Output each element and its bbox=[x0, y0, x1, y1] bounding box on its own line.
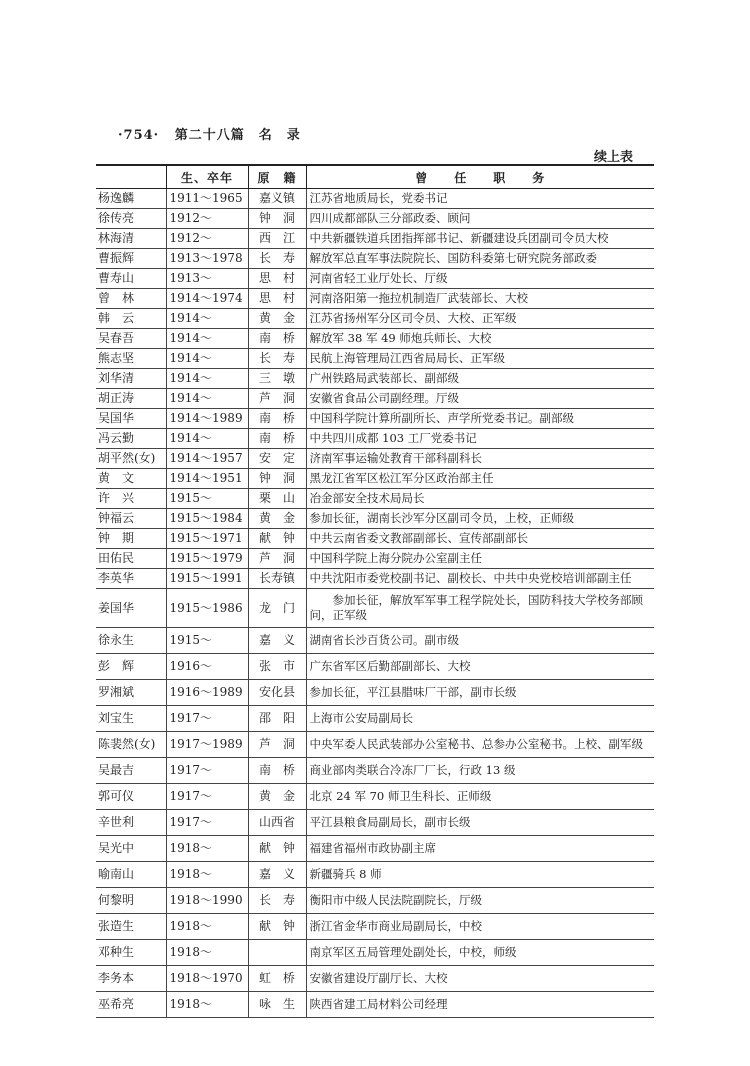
name-cell: 曾 林 bbox=[96, 289, 166, 309]
years-cell: 1912～ bbox=[166, 209, 248, 229]
native-place-cell: 山西省 bbox=[248, 810, 306, 836]
table-row bbox=[96, 810, 654, 836]
duty-cell: 中共新疆铁道兵团指挥部书记、新疆建设兵团副司令员大校 bbox=[306, 229, 654, 249]
years-cell: 1918～ bbox=[166, 992, 248, 1018]
duty-cell: 参加长征，湖南长沙军分区副司令员，上校，正师级 bbox=[306, 509, 654, 529]
native-place-cell: 安化县 bbox=[248, 680, 306, 706]
name-cell: 巫希亮 bbox=[96, 992, 166, 1018]
name-cell: 姜国华 bbox=[96, 589, 166, 628]
native-place-cell: 芦 洞 bbox=[248, 389, 306, 409]
name-cell: 田佑民 bbox=[96, 549, 166, 569]
native-place-cell: 黄 金 bbox=[248, 784, 306, 810]
table-row bbox=[96, 309, 654, 329]
duty-cell: 冶金部安全技术局局长 bbox=[306, 489, 654, 509]
years-cell: 1918～1970 bbox=[166, 966, 248, 992]
duty-cell: 新疆骑兵 8 师 bbox=[306, 862, 654, 888]
duty-cell: 江苏省扬州军分区司令员、大校、正军级 bbox=[306, 309, 654, 329]
table-row bbox=[96, 940, 654, 966]
years-cell: 1914～1957 bbox=[166, 449, 248, 469]
name-cell: 韩 云 bbox=[96, 309, 166, 329]
duty-cell: 安徽省建设厅副厅长、大校 bbox=[306, 966, 654, 992]
native-place-cell: 黄 金 bbox=[248, 509, 306, 529]
name-cell: 李务本 bbox=[96, 966, 166, 992]
header-name bbox=[96, 165, 166, 189]
table-row bbox=[96, 654, 654, 680]
years-cell: 1914～ bbox=[166, 309, 248, 329]
name-cell: 钟 期 bbox=[96, 529, 166, 549]
native-place-cell: 长寿镇 bbox=[248, 569, 306, 589]
years-cell: 1914～1989 bbox=[166, 409, 248, 429]
name-cell: 钟福云 bbox=[96, 509, 166, 529]
table-row bbox=[96, 209, 654, 229]
years-cell: 1914～1974 bbox=[166, 289, 248, 309]
duty-cell: 上海市公安局副局长 bbox=[306, 706, 654, 732]
page-header bbox=[118, 124, 301, 143]
native-place-cell: 嘉义镇 bbox=[248, 189, 306, 209]
duty-cell: 衡阳市中级人民法院副院长，厅级 bbox=[306, 888, 654, 914]
native-place-cell: 西 江 bbox=[248, 229, 306, 249]
native-place-cell: 献 钟 bbox=[248, 529, 306, 549]
name-cell: 熊志坚 bbox=[96, 349, 166, 369]
native-place-cell: 安 定 bbox=[248, 449, 306, 469]
table-row bbox=[96, 429, 654, 449]
years-cell: 1914～ bbox=[166, 429, 248, 449]
native-place-cell: 嘉 义 bbox=[248, 862, 306, 888]
table-header-row bbox=[96, 165, 654, 189]
duty-cell: 参加长征，平江县腊味厂干部，副市长级 bbox=[306, 680, 654, 706]
name-cell: 徐传亮 bbox=[96, 209, 166, 229]
duty-cell: 陕西省建工局材料公司经理 bbox=[306, 992, 654, 1018]
table-row bbox=[96, 589, 654, 628]
years-cell: 1915～ bbox=[166, 628, 248, 654]
years-cell: 1914～1951 bbox=[166, 469, 248, 489]
years-cell: 1913～ bbox=[166, 269, 248, 289]
table-row bbox=[96, 758, 654, 784]
name-cell: 刘宝生 bbox=[96, 706, 166, 732]
native-place-cell: 张 市 bbox=[248, 654, 306, 680]
table-row bbox=[96, 289, 654, 309]
duty-cell: 中国科学院上海分院办公室副主任 bbox=[306, 549, 654, 569]
years-cell: 1914～ bbox=[166, 369, 248, 389]
native-place-cell: 邵 阳 bbox=[248, 706, 306, 732]
years-cell: 1917～ bbox=[166, 810, 248, 836]
years-cell: 1912～ bbox=[166, 229, 248, 249]
native-place-cell: 献 钟 bbox=[248, 914, 306, 940]
native-place-cell: 思 村 bbox=[248, 269, 306, 289]
table-row bbox=[96, 409, 654, 429]
years-cell: 1915～1986 bbox=[166, 589, 248, 628]
duty-cell: 福建省福州市政协副主席 bbox=[306, 836, 654, 862]
years-cell: 1914～ bbox=[166, 329, 248, 349]
duty-cell: 解放军 38 军 49 师炮兵师长、大校 bbox=[306, 329, 654, 349]
years-cell: 1917～1989 bbox=[166, 732, 248, 758]
native-place-cell: 思 村 bbox=[248, 289, 306, 309]
native-place-cell: 芦 洞 bbox=[248, 732, 306, 758]
native-place-cell: 南 桥 bbox=[248, 758, 306, 784]
table-row bbox=[96, 349, 654, 369]
native-place-cell: 钟 洞 bbox=[248, 209, 306, 229]
years-cell: 1917～ bbox=[166, 784, 248, 810]
years-cell: 1914～ bbox=[166, 349, 248, 369]
table-row bbox=[96, 680, 654, 706]
years-cell: 1918～1990 bbox=[166, 888, 248, 914]
name-cell: 吴光中 bbox=[96, 836, 166, 862]
duty-cell: 中央军委人民武装部办公室秘书、总参办公室秘书。上校、副军级 bbox=[306, 732, 654, 758]
page-number: ·754· bbox=[118, 128, 160, 143]
native-place-cell: 长 寿 bbox=[248, 249, 306, 269]
native-place-cell: 献 钟 bbox=[248, 836, 306, 862]
years-cell: 1917～ bbox=[166, 706, 248, 732]
table-row bbox=[96, 549, 654, 569]
years-cell: 1915～1984 bbox=[166, 509, 248, 529]
name-cell: 徐永生 bbox=[96, 628, 166, 654]
duty-cell: 中国科学院计算所副所长、声学所党委书记。副部级 bbox=[306, 409, 654, 429]
duty-cell: 湖南省长沙百货公司。副市级 bbox=[306, 628, 654, 654]
table-row bbox=[96, 329, 654, 349]
table-row bbox=[96, 992, 654, 1018]
native-place-cell: 三 墩 bbox=[248, 369, 306, 389]
table-row bbox=[96, 389, 654, 409]
years-cell: 1918～ bbox=[166, 914, 248, 940]
duty-cell: 参加长征，解放军军事工程学院处长，国防科技大学校务部顾问，正军级 bbox=[306, 589, 654, 628]
table-row bbox=[96, 509, 654, 529]
years-cell: 1918～ bbox=[166, 862, 248, 888]
name-cell: 彭 辉 bbox=[96, 654, 166, 680]
name-cell: 邓种生 bbox=[96, 940, 166, 966]
native-place-cell bbox=[248, 940, 306, 966]
header-native-place: 原 籍 bbox=[248, 165, 306, 189]
table-row bbox=[96, 449, 654, 469]
duty-cell: 安徽省食品公司副经理。厅级 bbox=[306, 389, 654, 409]
name-cell: 张造生 bbox=[96, 914, 166, 940]
table-row bbox=[96, 529, 654, 549]
native-place-cell: 长 寿 bbox=[248, 349, 306, 369]
native-place-cell: 栗 山 bbox=[248, 489, 306, 509]
name-cell: 喻南山 bbox=[96, 862, 166, 888]
name-cell: 何黎明 bbox=[96, 888, 166, 914]
native-place-cell: 咏 生 bbox=[248, 992, 306, 1018]
duty-cell: 河南省轻工业厅处长、厅级 bbox=[306, 269, 654, 289]
name-cell: 吴最吉 bbox=[96, 758, 166, 784]
name-cell: 辛世利 bbox=[96, 810, 166, 836]
duty-cell: 商业部肉类联合冷冻厂厂长，行政 13 级 bbox=[306, 758, 654, 784]
duty-cell: 江苏省地质局长，党委书记 bbox=[306, 189, 654, 209]
duty-cell: 黑龙江省军区松江军分区政治部主任 bbox=[306, 469, 654, 489]
name-cell: 胡平然(女) bbox=[96, 449, 166, 469]
table-row bbox=[96, 569, 654, 589]
duty-cell: 北京 24 军 70 师卫生科长、正师级 bbox=[306, 784, 654, 810]
table-row bbox=[96, 784, 654, 810]
name-cell: 刘华清 bbox=[96, 369, 166, 389]
table-row bbox=[96, 732, 654, 758]
table-row bbox=[96, 628, 654, 654]
duty-cell: 中共四川成都 103 工厂党委书记 bbox=[306, 429, 654, 449]
table-row bbox=[96, 706, 654, 732]
table-row bbox=[96, 249, 654, 269]
duty-cell: 中共沈阳市委党校副书记、副校长、中共中央党校培训部副主任 bbox=[306, 569, 654, 589]
header-duties: 曾 任 职 务 bbox=[306, 165, 654, 189]
name-cell: 吴国华 bbox=[96, 409, 166, 429]
native-place-cell: 龙 门 bbox=[248, 589, 306, 628]
names-table bbox=[96, 164, 654, 1018]
duty-cell: 平江县粮食局副局长，副市长级 bbox=[306, 810, 654, 836]
duty-cell: 广东省军区后勤部副部长、大校 bbox=[306, 654, 654, 680]
years-cell: 1918～ bbox=[166, 836, 248, 862]
name-cell: 吴春吾 bbox=[96, 329, 166, 349]
native-place-cell: 钟 洞 bbox=[248, 469, 306, 489]
name-cell: 曹振辉 bbox=[96, 249, 166, 269]
years-cell: 1911～1965 bbox=[166, 189, 248, 209]
name-cell: 黄 文 bbox=[96, 469, 166, 489]
table-row bbox=[96, 269, 654, 289]
table-row bbox=[96, 489, 654, 509]
table-row bbox=[96, 862, 654, 888]
years-cell: 1916～ bbox=[166, 654, 248, 680]
table-row bbox=[96, 369, 654, 389]
years-cell: 1915～1979 bbox=[166, 549, 248, 569]
duty-cell: 四川成都部队三分部政委、顾问 bbox=[306, 209, 654, 229]
years-cell: 1915～1991 bbox=[166, 569, 248, 589]
native-place-cell: 虹 桥 bbox=[248, 966, 306, 992]
duty-cell: 河南洛阳第一拖拉机制造厂武装部长、大校 bbox=[306, 289, 654, 309]
duty-cell: 中共云南省委文教部副部长、宣传部副部长 bbox=[306, 529, 654, 549]
table-row bbox=[96, 888, 654, 914]
native-place-cell: 芦 洞 bbox=[248, 549, 306, 569]
duty-cell: 浙江省金华市商业局副局长，中校 bbox=[306, 914, 654, 940]
name-cell: 冯云勤 bbox=[96, 429, 166, 449]
duty-cell: 广州铁路局武装部长、副部级 bbox=[306, 369, 654, 389]
native-place-cell: 南 桥 bbox=[248, 409, 306, 429]
continued-label: 续上表 bbox=[594, 150, 634, 165]
table-row bbox=[96, 229, 654, 249]
native-place-cell: 长 寿 bbox=[248, 888, 306, 914]
table-row bbox=[96, 836, 654, 862]
name-cell: 罗湘斌 bbox=[96, 680, 166, 706]
table-row bbox=[96, 914, 654, 940]
duty-cell: 解放军总直军事法院院长、国防科委第七研究院务部政委 bbox=[306, 249, 654, 269]
table-row bbox=[96, 966, 654, 992]
years-cell: 1914～ bbox=[166, 389, 248, 409]
years-cell: 1917～ bbox=[166, 758, 248, 784]
native-place-cell: 南 桥 bbox=[248, 329, 306, 349]
years-cell: 1913～1978 bbox=[166, 249, 248, 269]
years-cell: 1915～1971 bbox=[166, 529, 248, 549]
name-cell: 李英华 bbox=[96, 569, 166, 589]
duty-cell: 民航上海管理局江西省局局长、正军级 bbox=[306, 349, 654, 369]
native-place-cell: 黄 金 bbox=[248, 309, 306, 329]
name-cell: 杨逸麟 bbox=[96, 189, 166, 209]
name-cell: 林海清 bbox=[96, 229, 166, 249]
duty-cell: 济南军事运输处教育干部科副科长 bbox=[306, 449, 654, 469]
header-years: 生、卒年 bbox=[166, 165, 248, 189]
name-cell: 胡正涛 bbox=[96, 389, 166, 409]
years-cell: 1915～ bbox=[166, 489, 248, 509]
native-place-cell: 嘉 义 bbox=[248, 628, 306, 654]
years-cell: 1916～1989 bbox=[166, 680, 248, 706]
years-cell: 1918～ bbox=[166, 940, 248, 966]
section-title: 第二十八篇 名 录 bbox=[174, 128, 301, 143]
name-cell: 郭可仪 bbox=[96, 784, 166, 810]
table-row bbox=[96, 469, 654, 489]
table-row bbox=[96, 189, 654, 209]
duty-cell: 南京军区五局管理处副处长，中校，师级 bbox=[306, 940, 654, 966]
name-cell: 曹寿山 bbox=[96, 269, 166, 289]
name-cell: 陈裴然(女) bbox=[96, 732, 166, 758]
table-body bbox=[96, 189, 654, 1018]
native-place-cell: 南 桥 bbox=[248, 429, 306, 449]
name-cell: 许 兴 bbox=[96, 489, 166, 509]
